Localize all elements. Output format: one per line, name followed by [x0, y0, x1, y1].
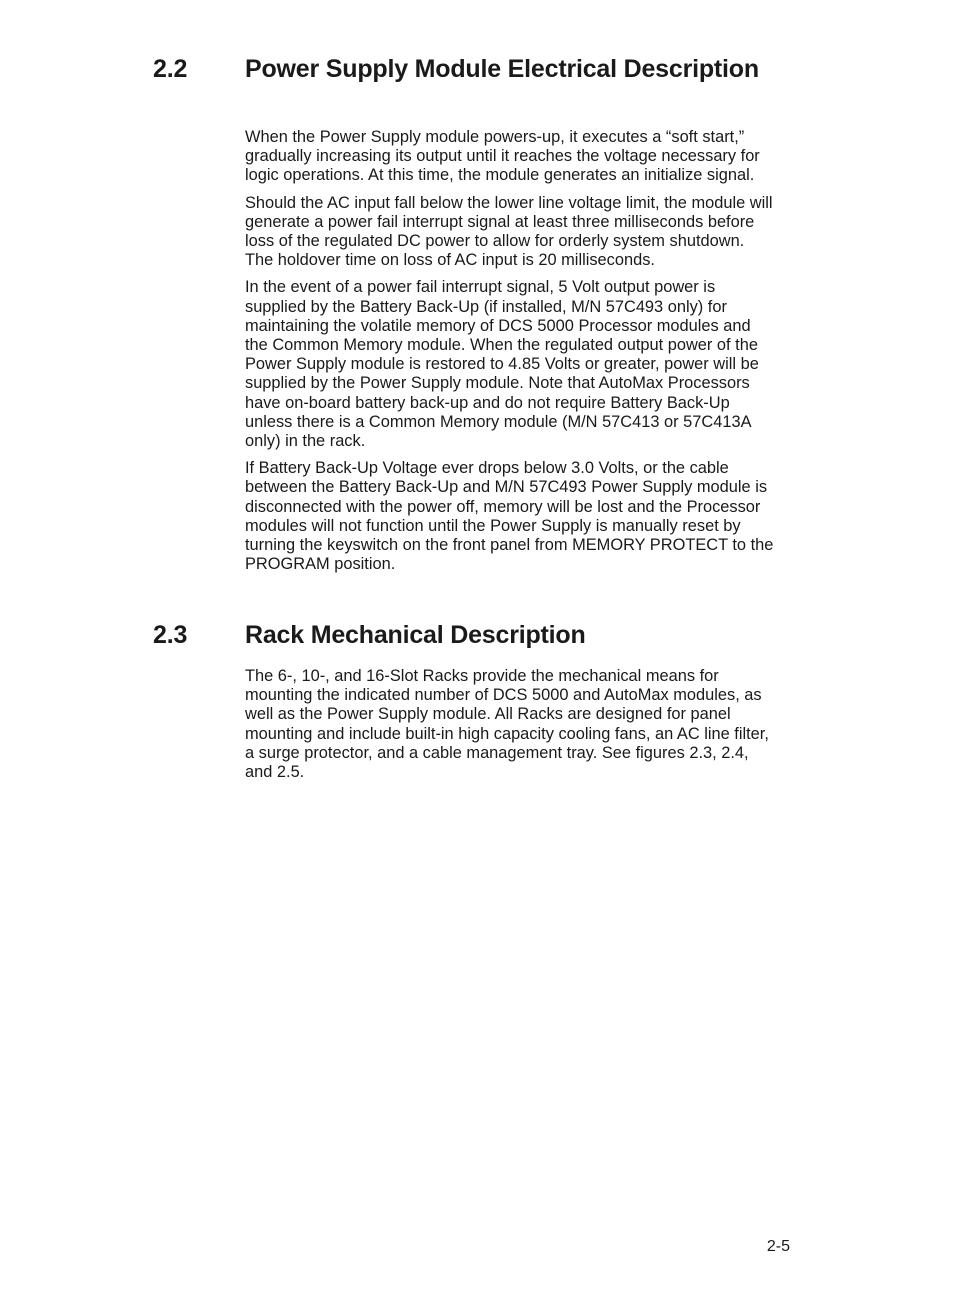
section-number: 2.2 [153, 55, 188, 83]
paragraph: When the Power Supply module powers-up, it executes a “soft start,” gradually increasing its output until it reaches the voltage necessary for logic operations. At this time, the module generates an initialize signal. [245, 128, 760, 185]
paragraph: If Battery Back-Up Voltage ever drops below 3.0 Volts, or the cable between the Battery Back-Up and M/N 57C493 Power Supply module is disconnected with the power off, memory will be lost and the Processor modules will not function until the Power Supply is manually reset by turning the keyswitch on the front panel from MEMORY PROTECT to the PROGRAM position. [245, 459, 774, 574]
section-title: Power Supply Module Electrical Description [245, 55, 759, 83]
paragraph: Should the AC input fall below the lower line voltage limit, the module will generate a power fail interrupt signal at least three milliseconds before loss of the regulated DC power to allow for orderly system shutdown. The holdover time on loss of AC input is 20 milliseconds. [245, 193, 773, 270]
section-number: 2.3 [153, 621, 188, 649]
paragraph: In the event of a power fail interrupt signal, 5 Volt output power is supplied by the Battery Back-Up (if installed, M/N 57C493 only) for maintaining the volatile memory of DCS 5000 Processor modules and the Common Memory module. When the regulated output power of the Power Supply module is restored to 4.85 Volts or greater, power will be supplied by the Power Supply module. Note that AutoMax Processors have on-board battery back-up and do not require Battery Back-Up unless there is a Common Memory module (M/N 57C413 or 57C413A only) in the rack. [245, 278, 759, 451]
page-number: 2-5 [766, 1238, 790, 1255]
section-body [245, 128, 775, 582]
section-title: Rack Mechanical Description [245, 621, 586, 649]
section-body [245, 667, 775, 790]
paragraph: The 6-, 10-, and 16-Slot Racks provide the mechanical means for mounting the indicated number of DCS 5000 and AutoMax modules, as well as the Power Supply module. All Racks are designed for panel mounting and include built-in high capacity cooling fans, an AC line filter, a surge protector, and a cable management tray. See figures 2.3, 2.4, and 2.5. [245, 667, 769, 782]
